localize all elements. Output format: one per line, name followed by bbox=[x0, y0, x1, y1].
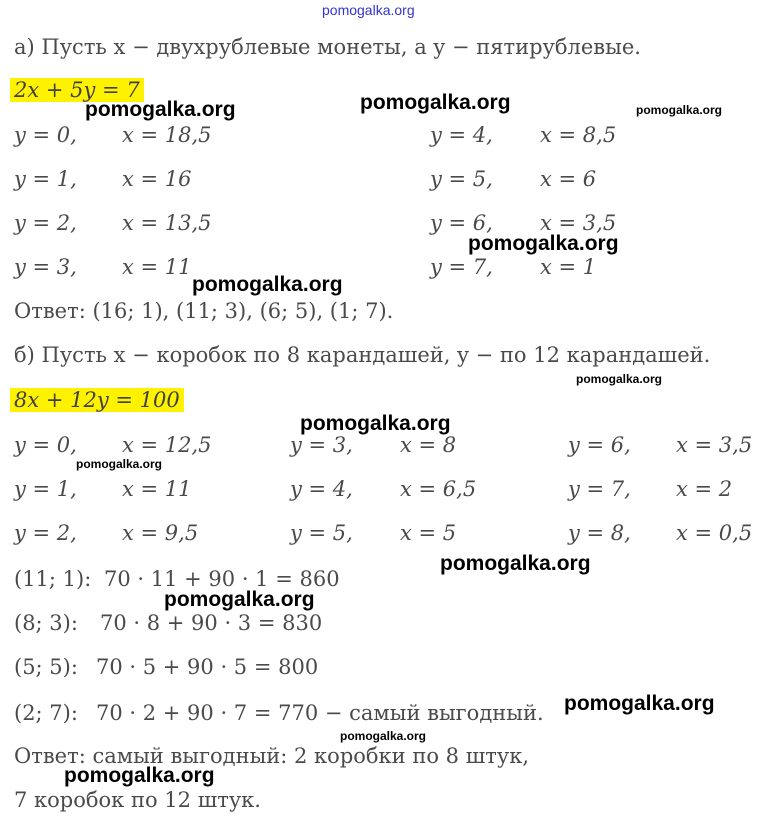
watermark: pomogalka.org bbox=[564, 692, 715, 715]
part-a-row-y: y = 6, bbox=[430, 211, 493, 235]
watermark: pomogalka.org bbox=[360, 91, 511, 114]
part-a-row-x: x = 1 bbox=[540, 255, 597, 279]
part-a-row-x: x = 11 bbox=[122, 255, 192, 279]
part-b-row-y: y = 5, bbox=[290, 521, 353, 545]
watermark: pomogalka.org bbox=[300, 412, 451, 435]
part-b-row-y: y = 6, bbox=[568, 433, 631, 457]
cost-pair: (8; 3): bbox=[14, 611, 78, 635]
part-a-row-y: y = 3, bbox=[14, 255, 77, 279]
cost-pair: (2; 7): bbox=[14, 701, 78, 725]
cost-pair: (11; 1): bbox=[14, 567, 92, 591]
part-b-row-x: x = 12,5 bbox=[122, 433, 212, 457]
watermark-top: pomogalka.org bbox=[322, 2, 415, 18]
cost-expression: 70 · 11 + 90 · 1 = 860 bbox=[104, 567, 340, 591]
part-b-row-x: x = 0,5 bbox=[676, 521, 753, 545]
part-a-row-y: y = 2, bbox=[14, 211, 77, 235]
part-a-row-x: x = 8,5 bbox=[540, 123, 617, 147]
watermark: pomogalka.org bbox=[636, 103, 723, 117]
part-b-intro: б) Пусть x − коробок по 8 карандашей, y − по 12 карандашей. bbox=[14, 343, 711, 367]
part-b-answer-line1: Ответ: самый выгодный: 2 коробки по 8 штук, bbox=[14, 744, 530, 768]
part-b-row-y: y = 7, bbox=[568, 477, 631, 501]
part-b-row-x: x = 3,5 bbox=[676, 433, 753, 457]
watermark: pomogalka.org bbox=[85, 98, 236, 121]
cost-pair: (5; 5): bbox=[14, 655, 78, 679]
watermark: pomogalka.org bbox=[340, 729, 427, 743]
part-a-row-x: x = 6 bbox=[540, 167, 597, 191]
part-b-row-y: y = 4, bbox=[290, 477, 353, 501]
cost-expression: 70 · 2 + 90 · 7 = 770 − самый выгодный. bbox=[96, 701, 544, 725]
part-a-row-y: y = 0, bbox=[14, 123, 77, 147]
part-b-row-y: y = 2, bbox=[14, 521, 77, 545]
part-a-row-x: x = 3,5 bbox=[540, 211, 617, 235]
watermark: pomogalka.org bbox=[64, 764, 215, 787]
part-a-row-y: y = 7, bbox=[430, 255, 493, 279]
equation-highlight: 8x + 12y = 100 bbox=[10, 388, 184, 412]
part-b-row-x: x = 11 bbox=[122, 477, 192, 501]
watermark: pomogalka.org bbox=[440, 552, 591, 575]
part-a-intro: а) Пусть x − двухрублевые монеты, а y − пятирублевые. bbox=[14, 35, 641, 59]
part-a-row-x: x = 13,5 bbox=[122, 211, 212, 235]
part-b-row-x: x = 9,5 bbox=[122, 521, 199, 545]
part-a-row-y: y = 5, bbox=[430, 167, 493, 191]
part-b-row-y: y = 1, bbox=[14, 477, 77, 501]
part-b-equation bbox=[10, 387, 184, 413]
part-b-row-y: y = 0, bbox=[14, 433, 77, 457]
watermark: pomogalka.org bbox=[468, 232, 619, 255]
equation-highlight: 2x + 5y = 7 bbox=[10, 78, 144, 102]
part-b-row-y: y = 8, bbox=[568, 521, 631, 545]
cost-expression: 70 · 5 + 90 · 5 = 800 bbox=[96, 655, 319, 679]
part-b-row-y: y = 3, bbox=[290, 433, 353, 457]
part-a-row-y: y = 1, bbox=[14, 167, 77, 191]
part-b-row-x: x = 5 bbox=[400, 521, 457, 545]
watermark: pomogalka.org bbox=[192, 273, 343, 296]
part-a-answer: Ответ: (16; 1), (11; 3), (6; 5), (1; 7). bbox=[14, 299, 394, 323]
watermark: pomogalka.org bbox=[164, 588, 315, 611]
part-b-row-x: x = 6,5 bbox=[400, 477, 477, 501]
watermark: pomogalka.org bbox=[576, 372, 663, 386]
part-a-row-x: x = 16 bbox=[122, 167, 192, 191]
part-b-answer-line2: 7 коробок по 12 штук. bbox=[14, 788, 261, 812]
part-b-row-x: x = 8 bbox=[400, 433, 457, 457]
cost-expression: 70 · 8 + 90 · 3 = 830 bbox=[100, 611, 323, 635]
part-b-row-x: x = 2 bbox=[676, 477, 733, 501]
part-a-row-y: y = 4, bbox=[430, 123, 493, 147]
watermark: pomogalka.org bbox=[76, 457, 163, 471]
part-a-row-x: x = 18,5 bbox=[122, 123, 212, 147]
